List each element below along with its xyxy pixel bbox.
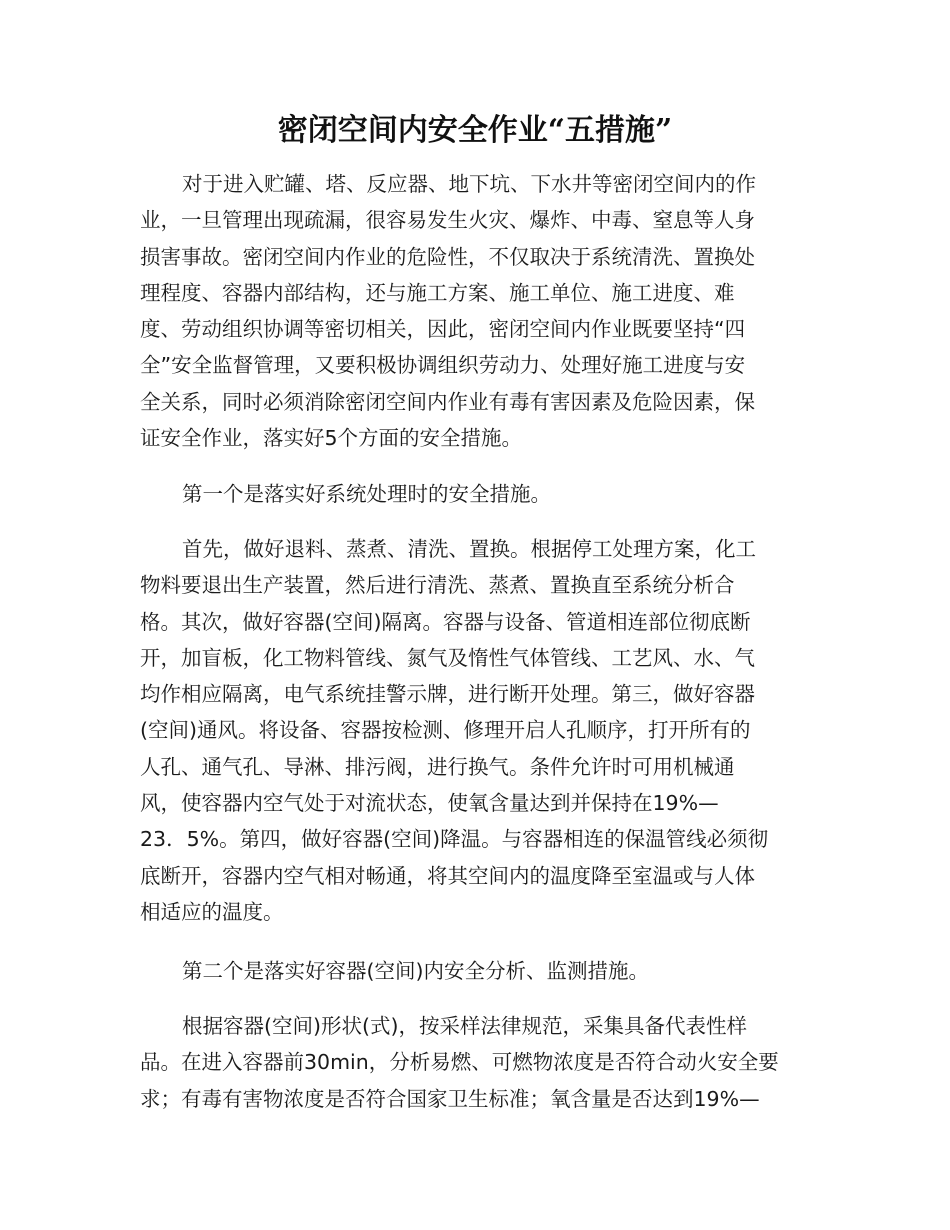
paragraph-heading-2 [140,953,812,989]
section-heading: 第二个是落实好容器(空间)内安全分析、监测措施。 [182,959,649,983]
text-line: 底断开，容器内空气相对畅通，将其空间内的温度降至室温或与人体 [140,863,755,888]
text-line: 对于进入贮罐、塔、反应器、地下坑、下水井等密闭空间内的作 [182,172,756,196]
paragraph-heading-1 [140,476,812,512]
paragraph-analysis [140,1008,812,1117]
text-line: 全”安全监督管理，又要积极协调组织劳动力、处理好施工进度与安 [140,353,746,378]
text-line: 人孔、通气孔、导淋、排污阀，进行换气。条件允许时可用机械通 [140,754,735,779]
text-line: 度、劳动组织协调等密切相关，因此，密闭空间内作业既要坚持“四 [140,317,746,342]
section-heading: 第一个是落实好系统处理时的安全措施。 [182,482,551,506]
text-line: 全关系，同时必须消除密闭空间内作业有毒有害因素及危险因素，保 [140,389,755,414]
text-line: 理程度、容器内部结构，还与施工方案、施工单位、施工进度、难 [140,280,735,305]
text-line: 风，使容器内空气处于对流状态，使氧含量达到并保持在19%— [140,791,719,816]
text-line: 损害事故。密闭空间内作业的危险性，不仅取决于系统清洗、置换处 [140,244,755,269]
paragraph-intro [140,166,812,456]
text-line: 相适应的温度。 [140,899,284,924]
document-title: 密闭空间内安全作业“五措施” [277,113,673,148]
text-line: (空间)通风。将设备、容器按检测、修理开启人孔顺序，打开所有的 [140,718,751,743]
text-line: 格。其次，做好容器(空间)隔离。容器与设备、管道相连部位彻底断 [140,609,751,634]
text-line: 均作相应隔离，电气系统挂警示牌，进行断开处理。第三，做好容器 [140,682,755,707]
text-line: 首先，做好退料、蒸煮、清洗、置换。根据停工处理方案，化工 [182,537,756,561]
text-line: 求；有毒有害物浓度是否符合国家卫生标准；氧含量是否达到19%— [140,1086,760,1111]
text-line: 23．5%。第四，做好容器(空间)降温。与容器相连的保温管线必须彻 [140,827,769,852]
paragraph-system-treatment [140,531,812,930]
text-line: 根据容器(空间)形状(式)，按采样法律规范，采集具备代表性样 [182,1014,747,1038]
text-line: 业，一旦管理出现疏漏，很容易发生火灾、爆炸、中毒、窒息等人身 [140,208,755,233]
text-line: 物料要退出生产装置，然后进行清洗、蒸煮、置换直至系统分析合 [140,573,735,598]
text-line: 证安全作业，落实好5个方面的安全措施。 [140,426,523,451]
text-line: 品。在进入容器前30min，分析易燃、可燃物浓度是否符合动火安全要 [140,1050,779,1075]
text-line: 开，加盲板，化工物料管线、氮气及惰性气体管线、工艺风、水、气 [140,645,755,670]
